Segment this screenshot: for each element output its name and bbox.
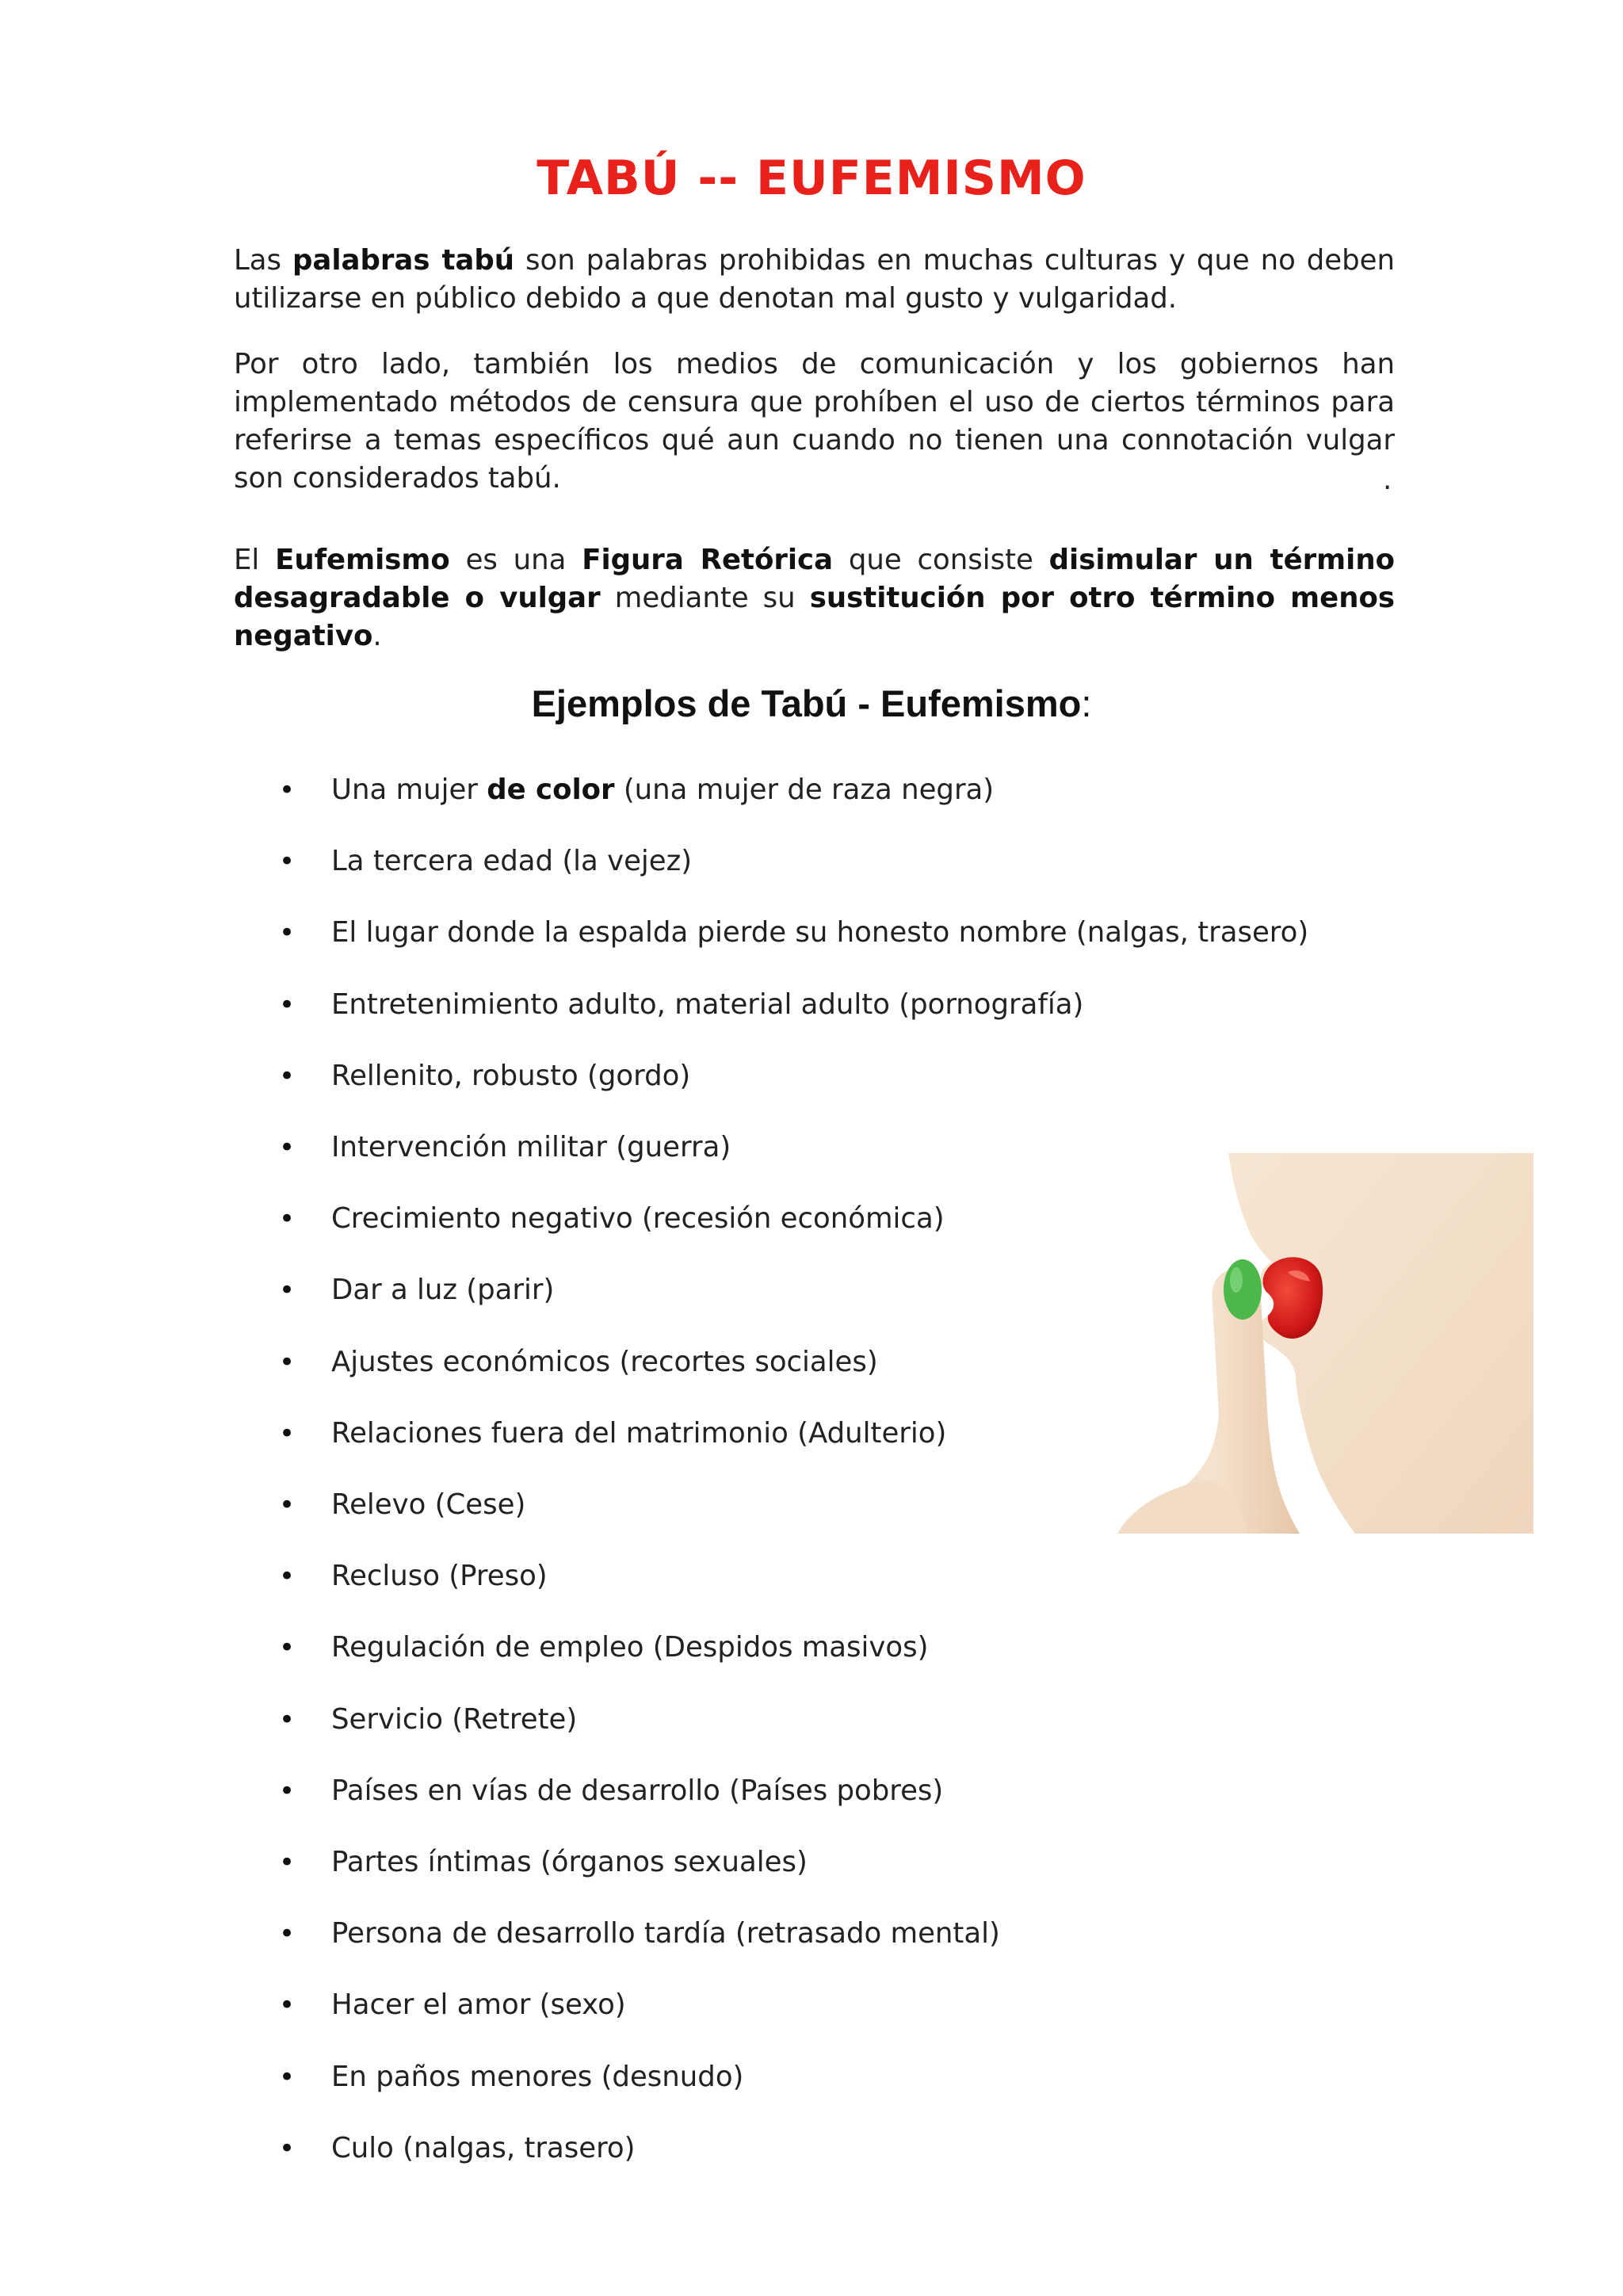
list-item: [0, 2125, 1109, 2172]
bullet-icon: •: [279, 1132, 296, 1163]
examples-heading-text: Ejemplos de Tabú - Eufemismo: [531, 682, 1082, 724]
p2-trailing-dot: .: [1383, 464, 1392, 496]
list-item-text: Regulación de empleo (Despidos masivos): [331, 1631, 929, 1664]
list-item: [0, 766, 1109, 814]
bullet-icon: •: [279, 1704, 296, 1736]
list-item: [0, 1696, 1109, 1744]
p1-bold-taboo-words: palabras tabú: [292, 244, 515, 277]
list-item: [0, 1839, 1109, 1886]
green-nail-icon: [1224, 1259, 1262, 1320]
list-item-text: Relaciones fuera del matrimonio (Adulterio): [331, 1417, 947, 1450]
list-item-text: Persona de desarrollo tardía (retrasado mental): [331, 1917, 1000, 1950]
p3-text-5: .: [372, 620, 382, 652]
bullet-icon: •: [279, 2133, 296, 2164]
bullet-icon: •: [279, 1418, 296, 1450]
bullet-icon: •: [279, 846, 296, 877]
list-item-text: Servicio (Retrete): [331, 1703, 578, 1736]
list-item-text: El lugar donde la espalda pierde su honesto nombre (nalgas, trasero): [331, 916, 1309, 949]
p3-bold-eufemismo: Eufemismo: [275, 544, 450, 576]
list-item: [0, 1410, 1109, 1457]
bullet-icon: •: [279, 1060, 296, 1092]
bullet-icon: •: [279, 989, 296, 1021]
p3-bold-sustitucion: sustitución por otro término menos negativo: [234, 582, 1395, 652]
list-item-text: Intervención militar (guerra): [331, 1131, 731, 1163]
bullet-icon: •: [279, 917, 296, 949]
bullet-icon: •: [279, 1775, 296, 1807]
bullet-icon: •: [279, 1489, 296, 1521]
list-item: [0, 1553, 1109, 1600]
list-item-text: La tercera edad (la vejez): [331, 845, 693, 877]
list-item-text: Crecimiento negativo (recesión económica): [331, 1202, 945, 1235]
list-item: [0, 1339, 1109, 1386]
list-item-text: Hacer el amor (sexo): [331, 1988, 626, 2021]
p3-text-3: que consiste: [833, 544, 1049, 576]
list-item: [0, 1195, 1109, 1243]
list-item-text: Relevo (Cese): [331, 1488, 526, 1521]
list-item: [0, 1052, 1109, 1100]
list-item: [0, 1910, 1109, 1958]
list-item-text: En paños menores (desnudo): [331, 2061, 744, 2093]
first-item-text-2: (una mujer de raza negra): [614, 774, 995, 806]
list-item: [0, 1266, 1109, 1314]
list-item: [0, 1767, 1109, 1815]
list-item-text: [331, 766, 994, 814]
nail-highlight: [1230, 1267, 1243, 1293]
censorship-paragraph: [234, 346, 1395, 498]
bullet-icon: •: [279, 1989, 296, 2021]
list-item: [0, 1624, 1109, 1671]
p1-text-1: Las: [234, 244, 292, 277]
list-item: [0, 909, 1309, 957]
first-item-text-1: Una mujer: [331, 774, 487, 806]
list-item-text: Dar a luz (parir): [331, 1274, 555, 1306]
examples-heading: [0, 682, 1623, 725]
bullet-icon: •: [279, 1847, 296, 1878]
silence-gesture-illustration: [1117, 1153, 1533, 1534]
list-item-text: Partes íntimas (órganos sexuales): [331, 1846, 808, 1878]
bullet-icon: •: [279, 1274, 296, 1306]
list-item: [0, 2053, 1109, 2101]
bullet-icon: •: [279, 2061, 296, 2093]
page-title: TABÚ -- EUFEMISMO: [537, 151, 1086, 206]
list-item: [0, 1981, 1109, 2029]
lips-shape: [1263, 1257, 1323, 1339]
p3-text-1: El: [234, 544, 276, 576]
list-item: [0, 981, 1109, 1029]
list-item-text: Culo (nalgas, trasero): [331, 2132, 636, 2164]
p3-bold-disimular: disimular un término desagradable o vulgar: [234, 544, 1395, 614]
p1-text-2: son palabras prohibidas en muchas culturas y que no deben utilizarse en público debido a que denotan mal gusto y vulgaridad.: [234, 244, 1396, 315]
first-item-bold: de color: [487, 774, 615, 806]
list-item-text: Ajustes económicos (recortes sociales): [331, 1346, 878, 1378]
list-item: [0, 1124, 1109, 1171]
bullet-icon: •: [279, 774, 296, 806]
list-item: [0, 838, 1109, 885]
p3-text-4: mediante su: [600, 582, 810, 614]
list-item-text: Recluso (Preso): [331, 1560, 548, 1592]
examples-heading-colon: :: [1081, 682, 1092, 724]
bullet-icon: •: [279, 1203, 296, 1235]
p3-bold-figura: Figura Retórica: [582, 544, 834, 576]
list-item: [0, 1481, 1109, 1529]
list-item-text: Países en vías de desarrollo (Países pobres): [331, 1775, 944, 1807]
bullet-icon: •: [279, 1561, 296, 1592]
bullet-icon: •: [279, 1918, 296, 1950]
p2-text: Por otro lado, también los medios de comunicación y los gobiernos han implementado métodos de censura que prohíben el uso de ciertos términos para referirse a temas específicos qué aun cuando no tienen una connotación vulgar son considerados tabú.: [234, 348, 1395, 495]
intro-paragraph-taboo: [234, 242, 1395, 318]
p3-text-2: es una: [449, 544, 582, 576]
bullet-icon: •: [279, 1632, 296, 1664]
bullet-icon: •: [279, 1347, 296, 1378]
list-item-text: Entretenimiento adulto, material adulto (pornografía): [331, 988, 1084, 1021]
euphemism-definition-paragraph: [234, 541, 1395, 655]
list-item-text: Rellenito, robusto (gordo): [331, 1060, 691, 1092]
